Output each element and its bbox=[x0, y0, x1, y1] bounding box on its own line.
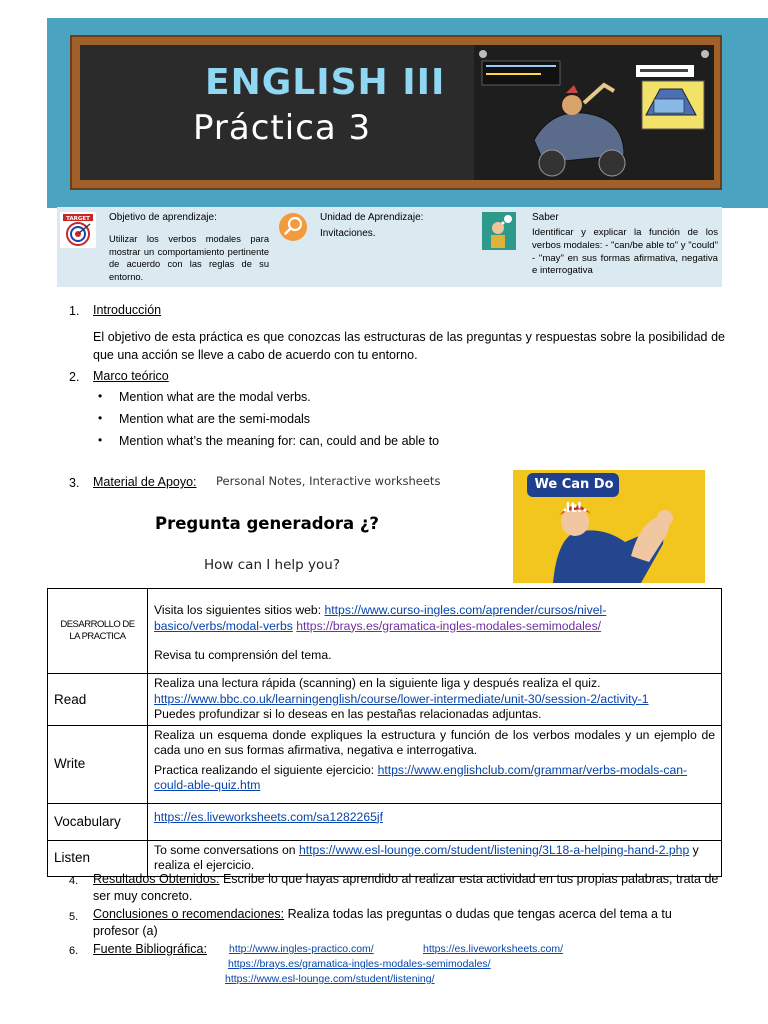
bib-link-ingles-practico[interactable]: http://www.ingles-practico.com/ bbox=[229, 943, 374, 955]
section-number: 4. bbox=[69, 875, 79, 887]
section-number: 2. bbox=[69, 370, 80, 384]
conclusiones-text: Realiza todas las preguntas o dudas que tengas acerca del tema a tu profesor (a) bbox=[93, 907, 672, 938]
write-practice: Practica realizando el siguiente ejercicio: bbox=[154, 762, 378, 777]
bullet-icon: • bbox=[98, 433, 103, 447]
table-row bbox=[48, 803, 722, 840]
unit-text: Invitaciones. bbox=[320, 228, 376, 239]
magnifier-icon bbox=[278, 212, 308, 242]
resultados-text: Escribe lo que hayas aprendido al realizar esta actividad en tus propias palabras, trata de ser muy concreto. bbox=[93, 872, 719, 903]
read-instruction: Realiza una lectura rápida (scanning) en la siguiente liga y después realiza el quiz. bbox=[154, 676, 601, 690]
section-number: 6. bbox=[69, 945, 79, 957]
bib-link-brays[interactable]: https://brays.es/gramatica-ingles-modales-semimodales/ bbox=[228, 958, 491, 970]
link-esl-lounge[interactable]: https://www.esl-lounge.com/student/listening/3L18-a-helping-hand-2.php bbox=[298, 842, 690, 857]
saber-text: Identificar y explicar la función de los verbos modales: - "can/be able to" y "could" - "may" en sus formas afirmativa, negativa e interrogativa bbox=[532, 227, 718, 277]
read-extra: Puedes profundizar si lo deseas en las pestañas relacionadas adjuntas. bbox=[154, 707, 542, 721]
section-number: 1. bbox=[69, 304, 80, 318]
row-key-write: Write bbox=[48, 725, 148, 803]
pin-icon bbox=[479, 50, 487, 58]
section-4 bbox=[93, 871, 729, 905]
link-liveworksheets[interactable]: https://es.liveworksheets.com/sa1282265jf bbox=[154, 809, 383, 824]
link-brays[interactable]: https://brays.es/gramatica-ingles-modales-semimodales/ bbox=[296, 618, 602, 633]
unit-label: Unidad de Aprendizaje: bbox=[320, 212, 424, 223]
activities-table bbox=[47, 588, 722, 877]
desarrollo-extra: Revisa tu comprensión del tema. bbox=[154, 648, 332, 662]
section-title-conclusiones: Conclusiones o recomendaciones: bbox=[93, 907, 285, 921]
section-title-resultados: Resultados Obtenidos: bbox=[93, 872, 220, 886]
write-instruction: Realiza un esquema donde expliques la estructura y función de los verbos modales y un ejemplo de cada uno en sus formas afirmativa, negativa e interrogativa. bbox=[154, 727, 715, 757]
bib-link-liveworksheets[interactable]: https://es.liveworksheets.com/ bbox=[423, 943, 564, 955]
bullet-icon: • bbox=[98, 389, 103, 403]
bullet-icon: • bbox=[98, 411, 103, 425]
saber-label: Saber bbox=[532, 212, 559, 223]
objective-label: Objetivo de aprendizaje: bbox=[109, 212, 217, 223]
page-subtitle: Práctica 3 bbox=[193, 108, 372, 148]
row-key-read: Read bbox=[48, 674, 148, 726]
section-number: 3. bbox=[69, 476, 80, 490]
poster-slogan: We Can Do It! bbox=[534, 477, 614, 516]
objective-text: Utilizar los verbos modales para mostrar un comportamiento pertinente de acuerdo con las reglas de su entorno. bbox=[109, 234, 269, 282]
link-bbc[interactable]: https://www.bbc.co.uk/learningenglish/course/lower-intermediate/unit-30/session-2/activity-1 bbox=[154, 691, 649, 706]
link-englishclub[interactable]: https://www.englishclub.com/grammar/verbs-modals-can-could-able-quiz.htm bbox=[154, 762, 688, 792]
desarrollo-intro: Visita los siguientes sitios web: bbox=[154, 603, 325, 617]
help-question: How can I help you? bbox=[204, 557, 341, 573]
section-title-material: Material de Apoyo: bbox=[93, 475, 197, 489]
row-content bbox=[148, 589, 722, 674]
section-5 bbox=[93, 906, 713, 940]
table-row bbox=[48, 674, 722, 726]
table-row bbox=[48, 589, 722, 674]
page-title: ENGLISH III bbox=[205, 62, 446, 103]
section-number: 5. bbox=[69, 911, 79, 923]
introduccion-text: El objetivo de esta práctica es que conozcas las estructuras de las preguntas y respuestas sobre la posibilidad de que una acción se lleve a cabo de acuerdo con tu entorno. bbox=[93, 330, 725, 362]
table-row bbox=[48, 725, 722, 803]
marco-bullet: Mention what are the modal verbs. bbox=[119, 390, 311, 404]
link-curso-ingles[interactable]: https://www.curso-ingles.com/aprender/cursos/nivel-basico/verbs/modal-verbs bbox=[154, 603, 607, 633]
row-key-listen: Listen bbox=[48, 840, 148, 876]
cartoon-illustration bbox=[474, 45, 714, 180]
listen-extra: y realiza el ejercicio. bbox=[154, 842, 699, 872]
row-content bbox=[148, 725, 722, 803]
marco-bullet: Mention what are the semi-modals bbox=[119, 412, 311, 426]
marco-bullet: Mention what’s the meaning for: can, could and be able to bbox=[119, 434, 440, 448]
listen-instruction: To some conversations on bbox=[154, 842, 299, 857]
material-text: Personal Notes, Interactive worksheets bbox=[216, 474, 441, 488]
row-key-vocabulary: Vocabulary bbox=[48, 803, 148, 840]
pregunta-generadora: Pregunta generadora ¿? bbox=[155, 514, 380, 533]
bib-link-esl-lounge[interactable]: https://www.esl-lounge.com/student/listening/ bbox=[225, 973, 435, 985]
row-key-desarrollo: DESARROLLO DE LA PRACTICA bbox=[48, 589, 148, 674]
row-content bbox=[148, 674, 722, 726]
section-title-marco: Marco teórico bbox=[93, 369, 169, 383]
we-can-do-it-poster bbox=[513, 470, 705, 583]
section-title-fuente: Fuente Bibliográfica: bbox=[93, 942, 207, 956]
svg-text:TARGET: TARGET bbox=[66, 216, 90, 222]
target-icon bbox=[60, 212, 96, 248]
pin-icon bbox=[701, 50, 709, 58]
thinking-person-icon bbox=[482, 212, 516, 250]
row-content bbox=[148, 803, 722, 840]
section-title-introduccion: Introducción bbox=[93, 303, 162, 317]
